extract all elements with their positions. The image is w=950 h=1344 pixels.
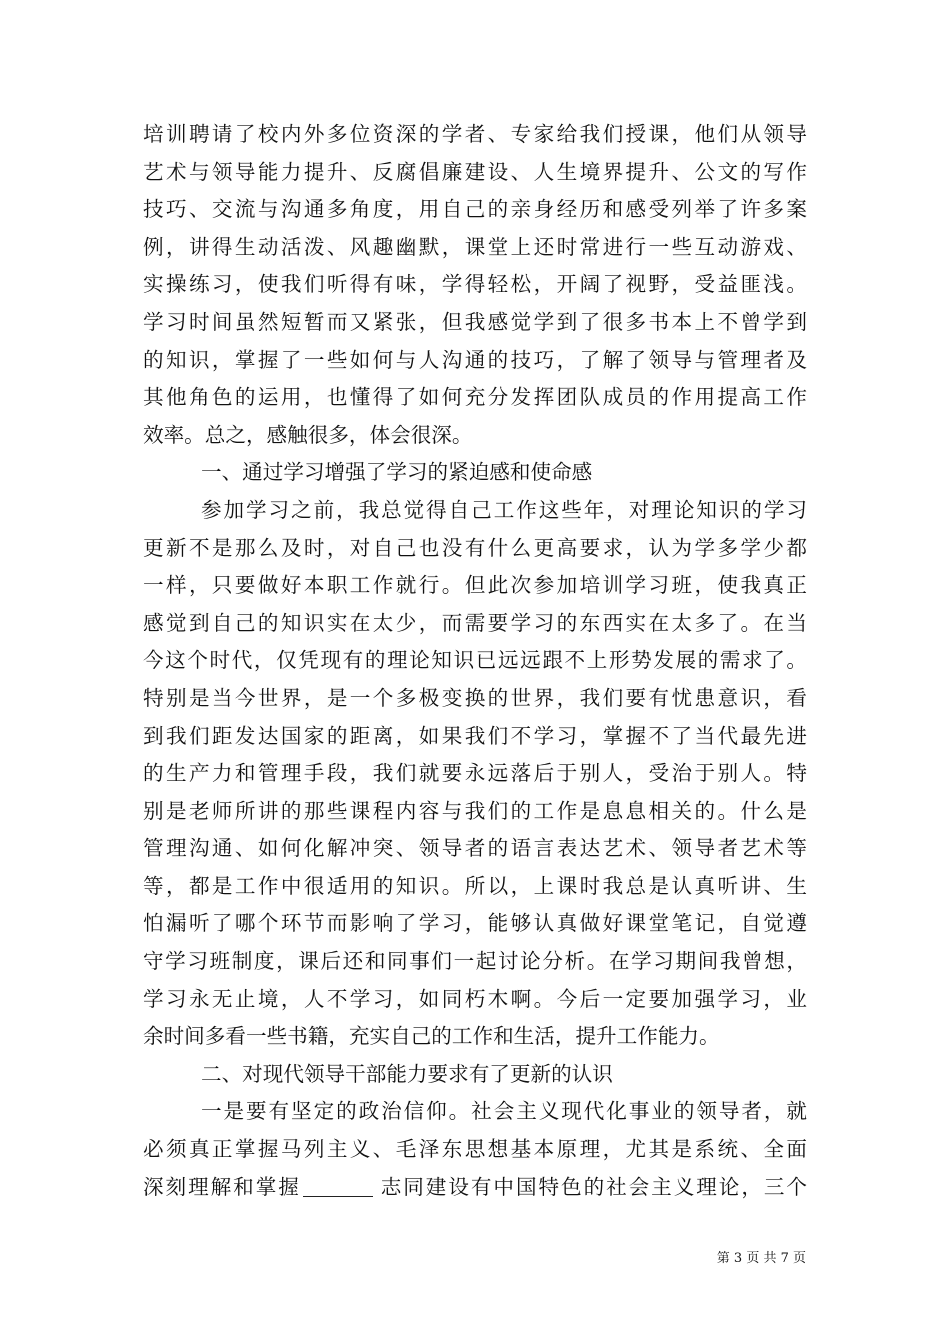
text-line: 技巧、交流与沟通多角度，用自己的亲身经历和感受列举了许多案 bbox=[143, 197, 807, 222]
text-line: 等，都是工作中很适用的知识。所以，上课时我总是认真听讲、生 bbox=[143, 873, 807, 898]
text-line: 学习时间虽然短暂而又紧张，但我感觉学到了很多书本上不曾学到 bbox=[143, 309, 807, 334]
document-body bbox=[143, 116, 807, 1206]
text-line-with-blank bbox=[143, 1169, 807, 1207]
text-line: 更新不是那么及时，对自己也没有什么更高要求，认为学多学少都 bbox=[143, 535, 807, 560]
text-line: 的知识，掌握了一些如何与人沟通的技巧，了解了领导与管理者及 bbox=[143, 347, 807, 372]
text-line: 感觉到自己的知识实在太少，而需要学习的东西实在太多了。在当 bbox=[143, 610, 807, 635]
text-line: 怕漏听了哪个环节而影响了学习，能够认真做好课堂笔记，自觉遵 bbox=[143, 911, 807, 936]
text-line: 特别是当今世界，是一个多极变换的世界，我们要有忧患意识，看 bbox=[143, 685, 807, 710]
text-line: 的生产力和管理手段，我们就要永远落后于别人，受治于别人。特 bbox=[143, 761, 807, 786]
text-line: 必须真正掌握马列主义、毛泽东思想基本原理，尤其是系统、全面 bbox=[143, 1137, 807, 1162]
text-line: 其他角色的运用，也懂得了如何充分发挥团队成员的作用提高工作 bbox=[143, 385, 807, 410]
text-fragment: 深刻理解和掌握 bbox=[143, 1174, 301, 1199]
section-heading-2: 二、对现代领导干部能力要求有了更新的认识 bbox=[201, 1061, 613, 1086]
page-number-footer: 第 3 页 共 7 页 bbox=[716, 1251, 806, 1266]
text-line: 今这个时代，仅凭现有的理论知识已远远跟不上形势发展的需求了。 bbox=[143, 648, 807, 673]
section-heading-1: 一、通过学习增强了学习的紧迫感和使命感 bbox=[201, 460, 593, 485]
text-line: 例，讲得生动活泼、风趣幽默，课堂上还时常进行一些互动游戏、 bbox=[143, 234, 807, 259]
paragraph-first-line: 一是要有坚定的政治信仰。社会主义现代化事业的领导者，就 bbox=[201, 1099, 807, 1124]
text-line: 一样，只要做好本职工作就行。但此次参加培训学习班，使我真正 bbox=[143, 573, 807, 598]
text-line: 学习永无止境，人不学习，如同朽木啊。今后一定要加强学习，业 bbox=[143, 986, 807, 1011]
text-line: 别是老师所讲的那些课程内容与我们的工作是息息相关的。什么是 bbox=[143, 798, 807, 823]
text-line: 实操练习，使我们听得有味，学得轻松，开阔了视野，受益匪浅。 bbox=[143, 272, 807, 297]
text-line: 管理沟通、如何化解冲突、领导者的语言表达艺术、领导者艺术等 bbox=[143, 836, 807, 861]
text-line: 培训聘请了校内外多位资深的学者、专家给我们授课，他们从领导 bbox=[143, 122, 807, 146]
paragraph-end-line: 余时间多看一些书籍，充实自己的工作和生活，提升工作能力。 bbox=[143, 1024, 720, 1049]
text-fragment: 志同建设有中国特色的社会主义理论，三个 bbox=[378, 1174, 808, 1199]
text-line: 守学习班制度，课后还和同事们一起讨论分析。在学习期间我曾想， bbox=[143, 949, 807, 974]
paragraph-end-line: 效率。总之，感触很多，体会很深。 bbox=[143, 422, 473, 447]
text-line: 到我们距发达国家的距离，如果我们不学习，掌握不了当代最先进 bbox=[143, 723, 807, 748]
fill-in-blank bbox=[303, 1174, 373, 1197]
paragraph-first-line: 参加学习之前，我总觉得自己工作这些年，对理论知识的学习 bbox=[201, 497, 807, 522]
text-line: 艺术与领导能力提升、反腐倡廉建设、人生境界提升、公文的写作 bbox=[143, 159, 807, 184]
